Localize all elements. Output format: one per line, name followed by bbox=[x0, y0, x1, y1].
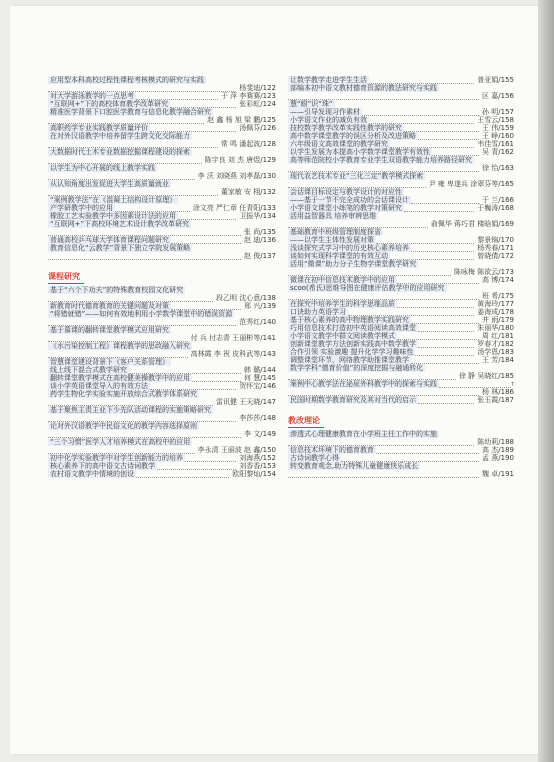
entry-author-page: 赵 俊/137 bbox=[244, 252, 276, 260]
toc-entry bbox=[48, 236, 276, 244]
entry-author-page: 王 芳/184 bbox=[482, 356, 514, 364]
entry-title[interactable]: 活用益智器具 培养审辨思维 bbox=[290, 212, 377, 220]
entry-title[interactable]: 案例中心教学法在泌尿外科教学中的探索与实践 bbox=[290, 380, 437, 388]
toc-entry-author-line bbox=[48, 414, 276, 422]
entry-author-page: 黎景锦/170 bbox=[477, 236, 514, 244]
toc-entry-author-line bbox=[48, 228, 276, 236]
entry-title[interactable]: 转变教育观念,助力特殊儿童健康快乐成长 bbox=[290, 462, 419, 470]
toc-entry-author-line bbox=[288, 388, 514, 396]
toc-entry-title-line bbox=[48, 132, 276, 140]
entry-author-page: 韩 璐/144 bbox=[244, 366, 276, 374]
entry-author-page: 杨秀春/171 bbox=[477, 244, 514, 252]
left-column bbox=[48, 76, 276, 478]
toc-entry-title-line bbox=[48, 196, 276, 204]
entry-author-page: 普亚娟/155 bbox=[477, 76, 514, 84]
contents-page bbox=[10, 6, 538, 754]
toc-entry-title-line bbox=[48, 358, 276, 366]
entry-title[interactable]: 初中化学实验教学中对学生创新能力的培养 bbox=[50, 454, 183, 462]
entry-title[interactable]: 微课在初中信息技术教学中的应用 bbox=[290, 276, 395, 284]
entry-title[interactable]: 渗透式心理健康教育在小学班主任工作中的实施 bbox=[290, 430, 437, 438]
toc-entry bbox=[48, 366, 276, 374]
toc-entry-author-line bbox=[48, 252, 276, 260]
entry-author-page: 赵 迪/136 bbox=[244, 236, 276, 244]
entry-author-page: 于巍涛/168 bbox=[477, 204, 514, 212]
leader-dots bbox=[404, 208, 474, 212]
leader-dots bbox=[411, 320, 479, 324]
entry-author-page: 邢 兴/139 bbox=[244, 302, 276, 310]
toc-entry-author-line bbox=[48, 318, 276, 326]
toc-entry-author-line bbox=[288, 164, 514, 172]
toc-entry bbox=[288, 446, 514, 454]
entry-author-page: 于 萍 李赛赛/123 bbox=[220, 92, 276, 100]
entry-title[interactable]: 小学语文作业的减负有效 bbox=[290, 116, 367, 124]
toc-entry bbox=[288, 116, 514, 124]
entry-author-page: 汤佩芬/126 bbox=[239, 124, 276, 132]
entry-title[interactable]: 大数据时代土木专业数据挖掘课程建设的探索 bbox=[50, 148, 190, 156]
toc-entry-title-line bbox=[48, 326, 276, 334]
entry-author-page: 张玉霞/187 bbox=[477, 396, 514, 404]
leader-dots bbox=[48, 256, 241, 260]
toc-entry bbox=[288, 108, 514, 116]
toc-entry-title-line bbox=[48, 422, 276, 430]
entry-author-page: 李永清 王丽波 赵 鑫/150 bbox=[197, 446, 276, 454]
toc-entry-title-line bbox=[288, 172, 514, 180]
margin-mark: ↑ bbox=[510, 381, 516, 388]
entry-title[interactable]: 基于核心素养的高中物理教学实践研究 bbox=[290, 316, 409, 324]
entry-author-page: 李 文/149 bbox=[244, 430, 276, 438]
entry-title[interactable]: “将错就错”——如何有效地利用小学数学课堂中的错误资源 bbox=[50, 310, 233, 318]
toc-entry-title-line bbox=[288, 84, 514, 92]
toc-entry bbox=[48, 454, 276, 462]
toc-entry bbox=[288, 236, 514, 244]
entry-author-page: 张彩虹/124 bbox=[239, 100, 276, 108]
toc-entry bbox=[288, 252, 514, 260]
leader-dots bbox=[418, 136, 479, 140]
entry-title[interactable]: 精准医学背景下口腔医学教育与信息化教学融合研究 bbox=[50, 108, 211, 116]
toc-entry-author-line bbox=[48, 334, 276, 342]
entry-author-page: 汤学恩/183 bbox=[477, 348, 514, 356]
entry-author-page: 周 红/181 bbox=[482, 332, 514, 340]
leader-dots bbox=[185, 458, 236, 462]
toc-entry bbox=[288, 196, 514, 204]
leader-dots bbox=[362, 112, 479, 116]
entry-author-page: 朱丽华/180 bbox=[477, 324, 514, 332]
right-column bbox=[288, 76, 514, 478]
toc-entry-title-line bbox=[288, 228, 514, 236]
entry-title[interactable]: “互联网+”下高校环境艺术设计教学改革研究 bbox=[50, 220, 190, 228]
leader-dots bbox=[418, 328, 474, 332]
toc-entry-author-line bbox=[288, 470, 514, 478]
toc-entry bbox=[288, 204, 514, 212]
toc-entry-title-line bbox=[288, 284, 514, 292]
entry-title[interactable]: 以学生为中心开展的线上教学实践 bbox=[50, 164, 155, 172]
toc-entry-author-line bbox=[48, 294, 276, 302]
entry-title[interactable]: 对大学游泳教学的一点思考 bbox=[50, 92, 134, 100]
entry-title[interactable]: “三个习惯”医学人才培养模式在高校中的应用 bbox=[50, 438, 191, 446]
entry-title[interactable]: 基于慕课的翻转课堂教学模式应用研究 bbox=[50, 326, 169, 334]
entry-author-page: 区 嘉/156 bbox=[482, 92, 514, 100]
toc-entry-title-line bbox=[48, 76, 276, 84]
toc-entry-author-line bbox=[288, 92, 514, 100]
entry-title[interactable]: 产学研教学中的应用 bbox=[50, 204, 113, 212]
toc-entry-author-line bbox=[288, 220, 514, 228]
toc-entry-author-line bbox=[48, 188, 276, 196]
entry-title[interactable]: 在对外汉语教学中培养留学生跨文化交际能力 bbox=[50, 132, 190, 140]
entry-title[interactable]: 《水污染控制工程》课程教学的思政融入研究 bbox=[50, 342, 190, 350]
entry-author-page: 赵 鑫 杨 旭 梁 鹏/125 bbox=[207, 116, 276, 124]
entry-title[interactable]: “案例教学法”在《混凝土结构设计原理》 bbox=[50, 196, 177, 204]
entry-title[interactable]: 以学生发展为本提高小学数学课堂教学有效性 bbox=[290, 148, 430, 156]
entry-author-page: 李莎莎/148 bbox=[239, 414, 276, 422]
entry-title[interactable]: 应用型本科高校过程性课程考核模式的研究与实践 bbox=[50, 76, 204, 84]
entry-title[interactable]: 慧“眼”识“珠” bbox=[290, 100, 333, 108]
entry-title[interactable]: 调整课堂环节，网络教学助推课堂教学 bbox=[290, 356, 409, 364]
entry-title[interactable]: 线上线下混合式教学研究 bbox=[50, 366, 127, 374]
toc-entry-title-line bbox=[288, 188, 514, 196]
section-heading: 教改理论 bbox=[288, 416, 324, 428]
leader-dots bbox=[418, 400, 474, 404]
entry-author-page: 张 尚/135 bbox=[244, 228, 276, 236]
toc-entry-author-line bbox=[288, 180, 514, 188]
entry-author-page: 高林霞 李 祝 皮科武等/143 bbox=[190, 350, 276, 358]
toc-entry-author-line bbox=[48, 430, 276, 438]
entry-author-page: 黄海玲/177 bbox=[477, 300, 514, 308]
entry-author-page: 董家敏 安 栩/132 bbox=[220, 188, 276, 196]
toc-entry-author-line bbox=[48, 446, 276, 454]
toc-entry-title-line bbox=[288, 100, 514, 108]
leader-dots bbox=[136, 474, 229, 478]
toc-entry bbox=[288, 332, 514, 340]
entry-title[interactable]: 信息技术环境下的德育教育 bbox=[290, 446, 374, 454]
toc-entry bbox=[288, 356, 514, 364]
leader-dots bbox=[397, 304, 474, 308]
toc-entry-title-line bbox=[48, 220, 276, 228]
entry-title[interactable]: 普通高校乒乓球大学体育课程问题研究 bbox=[50, 236, 169, 244]
entry-title[interactable]: 活用“微课”助力分子生物学课堂教学研究 bbox=[290, 260, 417, 268]
entry-title[interactable]: 新教育时代德育教育的关键问题及对策 bbox=[50, 302, 169, 310]
entry-title[interactable]: 谈如何实现科学课堂的有效互动 bbox=[290, 252, 388, 260]
leader-dots bbox=[157, 466, 236, 470]
entry-title[interactable]: 六年级语文高效课堂的教学研究 bbox=[290, 140, 388, 148]
entry-title[interactable]: 谈小学英语课堂导入的有效方法 bbox=[50, 382, 148, 390]
entry-author-page: 涂文亮 严仁章 任青阳/133 bbox=[192, 204, 276, 212]
toc-entry bbox=[288, 380, 514, 388]
entry-author-page: 韦佳雪/161 bbox=[477, 140, 514, 148]
toc-entry-title-line bbox=[288, 462, 514, 470]
toc-entry bbox=[48, 374, 276, 382]
toc-entry-author-line bbox=[48, 84, 276, 92]
entry-title[interactable]: 基于“六个下功夫”的特殊教育校园文化研究 bbox=[50, 286, 184, 294]
toc-entry-author-line bbox=[288, 372, 514, 380]
page-edge-shadow bbox=[538, 0, 554, 762]
toc-entry-title-line bbox=[288, 156, 514, 164]
entry-author-page: 王 峥/160 bbox=[482, 132, 514, 140]
leader-dots bbox=[411, 248, 474, 252]
toc-entry bbox=[288, 308, 514, 316]
leader-dots bbox=[376, 450, 479, 454]
entry-author-page: 付 兵 付志青 王丽彬等/141 bbox=[190, 334, 276, 342]
entry-title[interactable]: 从认知角度出发促进大学生高质量就业 bbox=[50, 180, 169, 188]
entry-title[interactable]: 古诗词教学心得 bbox=[290, 454, 339, 462]
entry-title[interactable]: scoo(希氏)思维导图在健康评估教学中的应用研究 bbox=[290, 284, 445, 292]
toc-entry bbox=[48, 382, 276, 390]
entry-author-page: 于 兰/166 bbox=[482, 196, 514, 204]
toc-entry bbox=[288, 300, 514, 308]
toc-entry-title-line bbox=[288, 212, 514, 220]
toc-entry bbox=[288, 324, 514, 332]
toc-entry bbox=[288, 340, 514, 348]
entry-title[interactable]: 翻转课堂教学模式在高校健美操教学中的应用 bbox=[50, 374, 190, 382]
toc-entry-title-line bbox=[288, 430, 514, 438]
toc-entry bbox=[48, 92, 276, 100]
toc-entry-author-line bbox=[48, 140, 276, 148]
entry-title[interactable]: 教育信息化“云教学”背景下独立学院发展策略 bbox=[50, 244, 191, 252]
toc-entry bbox=[288, 148, 514, 156]
toc-entry bbox=[288, 348, 514, 356]
entry-author-page: 陈宇良 刘 杰 唐煜/129 bbox=[204, 156, 276, 164]
entry-author-page: 高 杰/189 bbox=[482, 446, 514, 454]
entry-title[interactable]: 技校数学教学改革实践性教学的研究 bbox=[290, 124, 402, 132]
toc-entry-author-line bbox=[288, 292, 514, 300]
entry-author-page: 何 慧/145 bbox=[244, 374, 276, 382]
leader-dots bbox=[415, 352, 474, 356]
toc-entry-title-line bbox=[48, 342, 276, 350]
entry-author-page: 陈幼莉/188 bbox=[477, 438, 514, 446]
toc-entry-title-line bbox=[48, 286, 276, 294]
entry-title[interactable]: 部编本初中语文教材德育资源的教法研究与实践 bbox=[290, 84, 437, 92]
entry-author-page: 孟 燕/190 bbox=[482, 454, 514, 462]
toc-entry bbox=[48, 212, 276, 220]
entry-title[interactable]: 橡胶工艺实验教学中多因素设计法的应用 bbox=[50, 212, 176, 220]
entry-author-page: 魏 卓/191 bbox=[482, 470, 514, 478]
toc-entry-title-line bbox=[48, 180, 276, 188]
entry-author-page: 雷讯健 王天晓/147 bbox=[216, 398, 276, 406]
entry-author-page: 孙 明/157 bbox=[482, 108, 514, 116]
toc-entry-author-line bbox=[288, 268, 514, 276]
toc-entry bbox=[288, 124, 514, 132]
toc-entry-title-line bbox=[288, 364, 514, 372]
entry-author-page: 高 博/174 bbox=[482, 276, 514, 284]
entry-title[interactable]: 智慧课堂建设背景下《客户关系管理》 bbox=[50, 358, 169, 366]
entry-title[interactable]: 农村语文教学中情境的创设 bbox=[50, 470, 134, 478]
toc-entry-author-line bbox=[48, 350, 276, 358]
toc-entry-author-line bbox=[288, 438, 514, 446]
toc-entry bbox=[48, 124, 276, 132]
entry-author-page: 班 希/175 bbox=[482, 292, 514, 300]
leader-dots bbox=[418, 344, 474, 348]
toc-entry-title-line bbox=[48, 438, 276, 446]
toc-entry bbox=[288, 396, 514, 404]
entry-title[interactable]: 药学生物化学实验实施开放综合式教学体系研究 bbox=[50, 390, 197, 398]
toc-entry bbox=[288, 132, 514, 140]
entry-author-page: 段乙明 沈心意/138 bbox=[216, 294, 276, 302]
entry-title[interactable]: 民国时期数学教育研究及其对当代的启示 bbox=[290, 396, 416, 404]
toc-entry bbox=[288, 76, 514, 84]
entry-author-page: 李 沃 刘晓燕 刘孝磊/130 bbox=[197, 172, 276, 180]
toc-entry bbox=[288, 316, 514, 324]
entry-title[interactable]: 口诀助力英语学习 bbox=[290, 308, 346, 316]
toc-entry bbox=[48, 470, 276, 478]
entry-title[interactable]: 高等师范院校小学教育专业学生双语教学能力培养路径研究 bbox=[290, 156, 472, 164]
toc-entry bbox=[48, 204, 276, 212]
entry-title[interactable]: 浅谈探究式学习中的历史核心素养培养 bbox=[290, 244, 409, 252]
entry-author-page: 刘香香/153 bbox=[239, 462, 276, 470]
toc-entry bbox=[288, 276, 514, 284]
entry-title[interactable]: 小学语文课堂小练笔的教学对策研究 bbox=[290, 204, 402, 212]
entry-title[interactable]: 高职药学专业实践教学质量评价 bbox=[50, 124, 148, 132]
entry-title[interactable]: ——基于一节不完全成功的会话课设计 bbox=[290, 196, 409, 204]
entry-title[interactable]: 基于聚焦主责主业下少先队活动课程的实施策略研究 bbox=[50, 406, 211, 414]
entry-title[interactable]: “互联网+”下的高校体育教学改革研究 bbox=[50, 100, 169, 108]
entry-author-page: 杨 林/186 bbox=[482, 388, 514, 396]
entry-author-page: 杨斐迪/122 bbox=[239, 84, 276, 92]
toc-entry bbox=[48, 302, 276, 310]
entry-author-page: 王 伟/159 bbox=[482, 124, 514, 132]
toc-entry-author-line bbox=[48, 172, 276, 180]
entry-title[interactable]: 小学语文教学中群文阅读教学模式 bbox=[290, 332, 395, 340]
entry-author-page: 曾晓倩/172 bbox=[477, 252, 514, 260]
toc-entry-author-line bbox=[48, 398, 276, 406]
entry-author-page: 常 鸣 潘起波/128 bbox=[220, 140, 276, 148]
entry-author-page: 王雪云/158 bbox=[477, 116, 514, 124]
toc-entry bbox=[288, 140, 514, 148]
entry-title[interactable]: 现代农艺技术专业“三化三定”教学模式探索 bbox=[290, 172, 424, 180]
toc-entry-title-line bbox=[48, 390, 276, 398]
toc-entry-title-line bbox=[48, 406, 276, 414]
entry-title[interactable]: 合作引领 实验激趣 提升化学学习趣味性 bbox=[290, 348, 414, 356]
leader-dots bbox=[411, 200, 479, 204]
entry-author-page: 俞佩华 蒋巧君 楼晗娟/169 bbox=[430, 220, 514, 228]
entry-author-page: 刘海燕/152 bbox=[239, 454, 276, 462]
entry-author-page: 井 雨/179 bbox=[482, 316, 514, 324]
toc-entry-title-line bbox=[48, 108, 276, 116]
entry-author-page: 徐 静 吴晓红/185 bbox=[458, 372, 514, 380]
toc-entry bbox=[48, 462, 276, 470]
entry-title[interactable]: 巧用信息技术打造初中英语阅读高效课堂 bbox=[290, 324, 416, 332]
leader-dots bbox=[192, 378, 241, 382]
toc-entry-title-line bbox=[48, 244, 276, 252]
entry-author-page: 卫振华/134 bbox=[239, 212, 276, 220]
entry-author-page: 徐 怡/163 bbox=[482, 164, 514, 172]
entry-author-page: 范秀红/140 bbox=[239, 318, 276, 326]
section-heading: 课程研究 bbox=[48, 272, 84, 284]
toc-entry-author-line bbox=[48, 116, 276, 124]
toc-entry-author-line bbox=[48, 156, 276, 164]
entry-author-page: 尹 雍 卑遂兵 涂翠芬等/165 bbox=[428, 180, 514, 188]
entry-title[interactable]: 让数学教学走进学生生活 bbox=[290, 76, 367, 84]
entry-title[interactable]: 核心素养下的高中语文古诗词教学 bbox=[50, 462, 155, 470]
toc-entry-title-line bbox=[48, 310, 276, 318]
entry-author-page: 陈咏梅 陈欲云/173 bbox=[454, 268, 514, 276]
entry-title[interactable]: 高中数学课堂教学的误区分析及改进策略 bbox=[290, 132, 416, 140]
toc-entry-title-line bbox=[48, 148, 276, 156]
entry-author-page: 罗春才/182 bbox=[477, 340, 514, 348]
leader-dots bbox=[288, 474, 479, 478]
entry-title[interactable]: 基础教育中班级管理制度探省 bbox=[290, 228, 381, 236]
toc-entry-title-line bbox=[288, 260, 514, 268]
entry-title[interactable]: 在探究中培养学生的科学思维品质 bbox=[290, 300, 395, 308]
toc-entry bbox=[288, 454, 514, 462]
entry-author-page: 欧阳黎灿/154 bbox=[232, 470, 276, 478]
entry-author-page: 吴 青/162 bbox=[482, 148, 514, 156]
toc-entry bbox=[288, 244, 514, 252]
entry-title[interactable]: 论对外汉语教学中民俗文化的教学内容选择原则 bbox=[50, 422, 197, 430]
entry-title[interactable]: 创新课堂教学方法创新实践高中数学教学 bbox=[290, 340, 416, 348]
entry-author-page: 姜海成/178 bbox=[477, 308, 514, 316]
toc-entry-title-line bbox=[48, 164, 276, 172]
entry-title[interactable]: 会话课目标设定与教学设计的对应性 bbox=[290, 188, 402, 196]
entry-author-page: 贺怀宝/146 bbox=[239, 382, 276, 390]
entry-title[interactable]: ——以学生主体性发展对策 bbox=[290, 236, 374, 244]
toc-entry bbox=[48, 100, 276, 108]
entry-title[interactable]: 数学学科“德育价值”的深度挖掘与融通转化 bbox=[290, 364, 424, 372]
entry-title[interactable]: ——引导发现习作素材 bbox=[290, 108, 360, 116]
